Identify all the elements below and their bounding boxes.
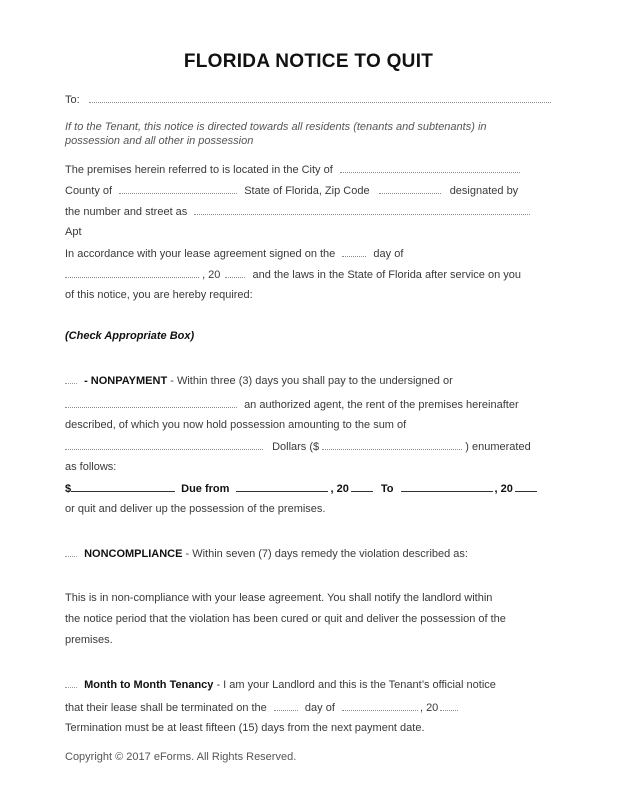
month-line-3: Termination must be at least fifteen (15) days from the next payment date. <box>65 722 425 734</box>
designated-by-label: designated by <box>449 185 519 197</box>
lease-signed-label: In accordance with your lease agreement signed on the <box>65 248 336 260</box>
terminate-year-prefix: , 20 <box>419 702 439 714</box>
due-from-year-field[interactable] <box>351 481 373 492</box>
terminate-day-field[interactable] <box>274 700 298 711</box>
lease-year-prefix: , 20 <box>202 269 221 281</box>
due-to-label: To <box>380 483 394 495</box>
terminate-day-of-label: day of <box>304 702 335 714</box>
due-to-field[interactable] <box>401 481 493 492</box>
due-line <box>65 481 537 496</box>
amount-words-field[interactable] <box>65 439 263 450</box>
noncompliance-para-2: the notice period that the violation has been cured or quit and deliver the possession of the <box>65 613 506 625</box>
lease-laws-label: and the laws in the State of Florida after service on you <box>252 269 521 281</box>
noncompliance-line-1 <box>65 547 468 561</box>
agent-field[interactable] <box>65 397 237 408</box>
noncompliance-para-1: This is in non-compliance with your lease agreement. You shall notify the landlord within <box>65 592 493 604</box>
due-from-year-prefix: , 20 <box>330 483 349 495</box>
lease-line-3: of this notice, you are hereby required: <box>65 289 253 301</box>
street-label: the number and street as <box>65 206 188 218</box>
due-amount-field[interactable] <box>71 481 175 492</box>
state-zip-label: State of Florida, Zip Code <box>244 185 370 197</box>
premises-county-line <box>65 183 518 198</box>
to-field[interactable] <box>89 92 551 103</box>
copyright-footer: Copyright © 2017 eForms. All Rights Reserved. <box>65 751 297 763</box>
terminated-label: that their lease shall be terminated on the <box>65 702 267 714</box>
street-field[interactable] <box>194 204 530 215</box>
apt-line <box>65 225 82 239</box>
lease-month-field[interactable] <box>65 267 199 278</box>
due-from-field[interactable] <box>236 481 328 492</box>
nonpayment-line-1 <box>65 374 453 388</box>
month-checkbox[interactable] <box>65 686 77 688</box>
month-text-1: - I am your Landlord and this is the Tenant’s official notice <box>213 679 496 691</box>
amount-digits-field[interactable] <box>322 439 462 450</box>
document-title: FLORIDA NOTICE TO QUIT <box>183 51 434 72</box>
premises-city-line <box>65 162 520 177</box>
enumerated-label: ) enumerated <box>465 441 531 453</box>
due-from-label: Due from <box>181 483 230 495</box>
nonpayment-line-2 <box>65 397 519 412</box>
intro-note-line-2: possession and all other in possession <box>65 135 254 147</box>
lease-day-of-label: day of <box>373 248 404 260</box>
noncompliance-text-1: - Within seven (7) days remedy the violation described as: <box>182 548 468 560</box>
to-line <box>65 92 551 107</box>
lease-day-field[interactable] <box>342 246 366 257</box>
city-label: The premises herein referred to is located in the City of <box>65 164 333 176</box>
nonpayment-text-2: an authorized agent, the rent of the premises hereinafter <box>244 399 519 411</box>
lease-line-2 <box>65 267 521 282</box>
city-field[interactable] <box>340 162 520 173</box>
lease-year-field[interactable] <box>225 267 245 278</box>
nonpayment-checkbox[interactable] <box>65 382 77 384</box>
check-box-heading: (Check Appropriate Box) <box>65 330 195 342</box>
apt-label: Apt <box>65 226 82 238</box>
dollars-label: Dollars ($ <box>272 441 320 453</box>
to-label: To: <box>65 94 80 106</box>
month-line-1 <box>65 678 496 692</box>
dollar-sign: $ <box>65 483 72 495</box>
terminate-month-field[interactable] <box>342 700 418 711</box>
month-line-2 <box>65 700 458 715</box>
nonpayment-heading: - NONPAYMENT <box>84 375 168 387</box>
county-label: County of <box>65 185 113 197</box>
nonpayment-line-4 <box>65 439 531 454</box>
terminate-year-field[interactable] <box>440 700 458 711</box>
nonpayment-quit-line: or quit and deliver up the possession of the premises. <box>65 503 326 515</box>
nonpayment-line-3: described, of which you now hold possession amounting to the sum of <box>65 419 407 431</box>
due-to-year-field[interactable] <box>515 481 537 492</box>
due-to-year-prefix: , 20 <box>494 483 513 495</box>
lease-line-1 <box>65 246 403 261</box>
noncompliance-heading: NONCOMPLIANCE <box>84 548 183 560</box>
noncompliance-para-3: premises. <box>65 634 113 646</box>
zip-field[interactable] <box>379 183 441 194</box>
premises-street-line <box>65 204 530 219</box>
month-heading: Month to Month Tenancy <box>84 679 214 691</box>
intro-note-line-1: If to the Tenant, this notice is directed towards all residents (tenants and subtenants) in <box>65 121 487 133</box>
county-field[interactable] <box>119 183 237 194</box>
nonpayment-text-1: - Within three (3) days you shall pay to the undersigned or <box>167 375 453 387</box>
nonpayment-as-follows: as follows: <box>65 461 117 473</box>
noncompliance-checkbox[interactable] <box>65 555 77 557</box>
